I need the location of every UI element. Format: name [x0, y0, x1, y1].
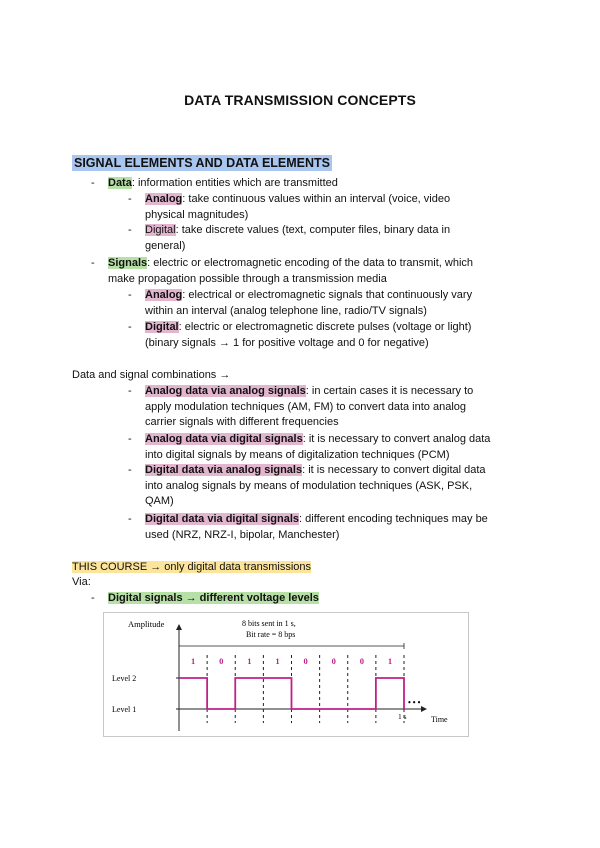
signals-digital-desc-1: : electric or electromagnetic discrete pulses (voltage or light) — [178, 321, 472, 333]
data-desc: : information entities which are transmitted — [131, 177, 338, 189]
data-digital-item — [128, 223, 545, 254]
bit-label: 0 — [303, 656, 308, 666]
combinations-intro: Data and signal combinations → — [72, 369, 231, 381]
bullet-dash: - — [128, 193, 132, 205]
combination-text: into analog signals by means of modulation techniques (ASK, PSK, — [145, 479, 473, 492]
duration-label: 1 s — [398, 712, 407, 721]
combination-text: : in certain cases it is necessary to — [305, 385, 474, 397]
signals-analog-desc-2: within an interval (analog telephone line, radio/TV signals) — [145, 304, 427, 317]
combination-text: carrier signals with different frequencies — [145, 416, 339, 428]
bullet-dash: - — [128, 513, 132, 525]
data-digital-desc-2: general) — [145, 239, 186, 252]
signals-desc-2: make propagation possible through a transmission media — [108, 272, 387, 285]
combination-term: Analog data via analog signals — [145, 385, 306, 397]
y-axis-label: Amplitude — [128, 619, 165, 629]
level-2-label: Level 2 — [112, 674, 137, 683]
bit-label: 0 — [219, 656, 224, 666]
combination-item — [128, 384, 545, 431]
course-item — [91, 591, 319, 607]
signals-digital-desc-2: (binary signals → 1 for positive voltage and 0 for negative) — [145, 336, 429, 349]
combination-term: Digital data via digital signals — [145, 513, 300, 525]
combination-text: used (NRZ, NRZ-I, bipolar, Manchester) — [145, 528, 340, 541]
bullet-dash: - — [91, 257, 95, 269]
data-term: Data — [108, 177, 132, 189]
x-axis-label: Time — [431, 715, 448, 724]
combination-item — [128, 512, 545, 543]
bit-label: 1 — [275, 656, 280, 666]
bit-label: 1 — [247, 656, 252, 666]
signals-analog-desc-1: : electrical or electromagnetic signals that continuously vary — [182, 289, 473, 301]
caption-line-2: Bit rate = 8 bps — [246, 630, 296, 639]
data-analog-term: Analog — [145, 193, 183, 205]
combination-text: QAM) — [145, 495, 174, 507]
data-analog-desc-1: : take continuous values within an interval (voice, video — [182, 193, 451, 205]
via-label: Via: — [72, 576, 91, 588]
combination-text: into digital signals by means of digitalization techniques (PCM) — [145, 448, 450, 461]
section-heading: SIGNAL ELEMENTS AND DATA ELEMENTS — [74, 156, 331, 170]
data-analog-desc-2: physical magnitudes) — [145, 208, 249, 221]
digital-signal-figure — [103, 612, 469, 737]
signals-list-item — [91, 256, 548, 287]
bit-label: 0 — [331, 656, 336, 666]
course-line — [72, 560, 311, 576]
combination-text: apply modulation techniques (AM, FM) to convert data into analog — [145, 400, 467, 413]
signals-term: Signals — [108, 257, 148, 269]
bullet-dash: - — [128, 224, 132, 236]
caption-line-1: 8 bits sent in 1 s, — [242, 619, 296, 628]
bit-label: 1 — [190, 656, 196, 666]
bullet-dash: - — [128, 433, 132, 445]
combination-term: Analog data via digital signals — [145, 433, 303, 445]
combination-text: : it is necessary to convert digital data — [302, 464, 486, 476]
data-analog-item — [128, 192, 545, 223]
digital-signal-diagram — [104, 613, 468, 736]
signal-layer — [179, 655, 404, 723]
signals-analog-term: Analog — [145, 289, 183, 301]
bullet-dash: - — [128, 321, 132, 333]
page-title: DATA TRANSMISSION CONCEPTS — [184, 92, 416, 108]
combination-text: : it is necessary to convert analog data — [302, 433, 491, 445]
ellipsis: • • • — [408, 698, 421, 707]
course-item-term: Digital signals → different voltage levels — [108, 592, 319, 604]
combination-item — [128, 463, 545, 510]
combination-term: Digital data via analog signals — [145, 464, 303, 476]
bit-label: 0 — [359, 656, 364, 666]
signals-digital-item — [128, 320, 545, 351]
signal-waveform — [179, 678, 404, 709]
signals-digital-term: Digital — [145, 321, 179, 333]
level-1-label: Level 1 — [112, 705, 137, 714]
bullet-dash: - — [128, 289, 132, 301]
data-list-item — [91, 176, 538, 192]
data-digital-term: Digital — [145, 224, 176, 236]
bullet-dash: - — [128, 385, 132, 397]
bullet-dash: - — [128, 464, 132, 476]
bullet-dash: - — [91, 592, 95, 604]
bullet-dash: - — [91, 177, 95, 189]
data-digital-desc-1: : take discrete values (text, computer files, binary data in — [175, 224, 451, 236]
bit-label: 1 — [387, 656, 393, 666]
signals-analog-item — [128, 288, 545, 319]
combination-text: : different encoding techniques may be — [299, 513, 488, 525]
signals-desc-1: : electric or electromagnetic encoding of the data to transmit, which — [147, 257, 474, 269]
course-highlight: THIS COURSE → only digital data transmissions — [72, 561, 312, 573]
combination-item — [128, 432, 545, 463]
